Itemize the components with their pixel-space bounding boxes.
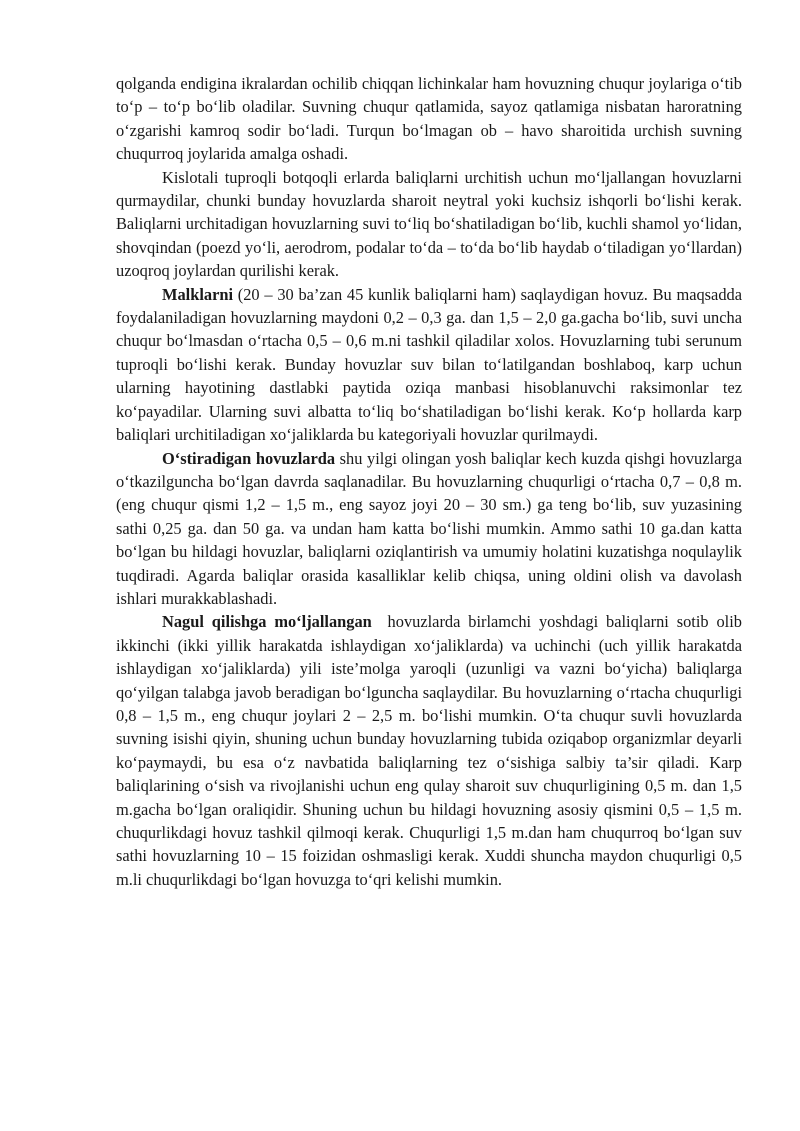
paragraph-malklarni [116, 283, 742, 447]
paragraph-continuation [116, 72, 742, 166]
paragraph-acidic-soil [116, 166, 742, 283]
paragraph-ostiradigan [116, 447, 742, 611]
document-page [116, 72, 747, 891]
paragraph-nagul [116, 610, 747, 891]
paragraph-lead-term: Malklarni [162, 284, 234, 304]
paragraph-lead-term: Nagul qilishga mo‘ljallangan [162, 612, 372, 632]
paragraph-text: shu yilgi olingan yosh baliqlar kech kuzda qishgi hovuzlarga o‘tkazilguncha bo‘lgan davrda saqlanadilar. Bu hovuzlarning chuqurligi o‘rtacha 0,7 – 0,8 m. (eng chuqur qismi 1,2 – 1,5 m., eng sayoz joyi 20 – 30 sm.) ga teng bo‘lib, suv yuzasining sathi 0,25 ga. dan 50 ga. va undan ham katta bo‘lishi mumkin. Ammo sathi 10 ga.dan katta bo‘lgan bu hildagi hovuzlar, baliqlarni oziqlantirish va umumiy holatini kuzatishga noqulaylik tuqdiradi. Agarda baliqlar orasida kasalliklar kelib chiqsa, uning oldini olish va davolash ishlari murakkablashadi. [116, 448, 742, 608]
paragraph-lead-term: O‘stiradigan hovuzlarda [162, 448, 336, 468]
paragraph-text: qolganda endigina ikralardan ochilib chiqqan lichinkalar ham hovuzning chuqur joylariga o‘tib to‘p – to‘p bo‘lib oladilar. Suvning chuqur qatlamida, sayoz qatlamiga nisbatan haroratning o‘zgarishi kamroq sodir bo‘ladi. Turqun bo‘lmagan ob – havo sharoitida urchish suvning chuqurroq joylarida amalga oshadi. [116, 74, 742, 164]
paragraph-text: Kislotali tuproqli botqoqli erlarda baliqlarni urchitish uchun mo‘ljallangan hovuzlarni qurmaydilar, chunki bunday hovuzlarda sharoit neytral yoki kuchsiz ishqorli bo‘lishi kerak. Baliqlarni urchitadigan hovuzlarning suvi to‘liq bo‘shatiladigan bo‘lib, kuchli shamol yo‘lidan, shovqindan (poezd yo‘li, aerodrom, podalar to‘da – to‘da bo‘lib haydab o‘tiladigan yo‘llardan) uzoqroq joylardan qurilishi kerak. [116, 167, 742, 281]
paragraph-text: hovuzlarda birlamchi yoshdagi baliqlarni sotib olib ikkinchi (ikki yillik harakatda ishlaydigan xo‘jaliklarda) va uchinchi (uch yillik harakatda ishlaydigan xo‘jaliklarda) yili iste’molga yaroqli (uzunligi va vazni bo‘yicha) baliqlarga qo‘yilgan talabga javob beradigan bo‘lguncha saqlaydilar. Bu hovuzlarning o‘rtacha chuqurligi 0,8 – 1,5 m., eng chuqur joylari 2 – 2,5 m. bo‘lishi mumkin. O‘ta chuqur suvli hovuzlarda suvning isishi qiyin, shuning uchun bunday hovuzlarning tubida oziqabop organizmlar deyarli ko‘paymaydi, bu esa o‘z navbatida baliqlarning tez o‘sishiga salbiy ta’sir qiladi. Karp baliqlarining o‘sish va rivojlanishi uchun eng qulay sharoit suv chuqurligining 0,5 m. dan 1,5 m.gacha bo‘lgan oraliqidir. Shuning uchun bu hildagi hovuzning asosiy qismini 0,5 – 1,5 m. chuqurlikdagi hovuz tashkil qilmoqi kerak. Chuqurligi 1,5 m.dan ham chuqurroq bo‘lgan suv sathi hovuzlarning 10 – 15 foizidan oshmasligi kerak. Xuddi shuncha maydon chuqurligi 0,5 m.li chuqurlikdagi bo‘lgan hovuzga to‘qri kelishi mumkin. [116, 612, 747, 889]
paragraph-text: (20 – 30 ba’zan 45 kunlik baliqlarni ham) saqlaydigan hovuz. Bu maqsadda foydalaniladigan hovuzlarning maydoni 0,2 – 0,3 ga. dan 1,5 – 2,0 ga.gacha bo‘lib, suvi uncha chuqur bo‘lmasdan o‘rtacha 0,5 – 0,6 m.ni tashkil qiladilar xolos. Hovuzlarning tubi serunum tuproqli bo‘lishi kerak. Bunday hovuzlar suv bilan to‘latilgandan boshlaboq, karp uchun ularning hayotining dastlabki paytida oziqa manbasi hisoblanuvchi raksimonlar tez ko‘payadilar. Ularning suvi albatta to‘liq bo‘shatiladigan bo‘lishi kerak. Ko‘p hollarda karp baliqlari urchitiladigan xo‘jaliklarda bu kategoriyali hovuzlar qurilmaydi. [116, 284, 742, 445]
